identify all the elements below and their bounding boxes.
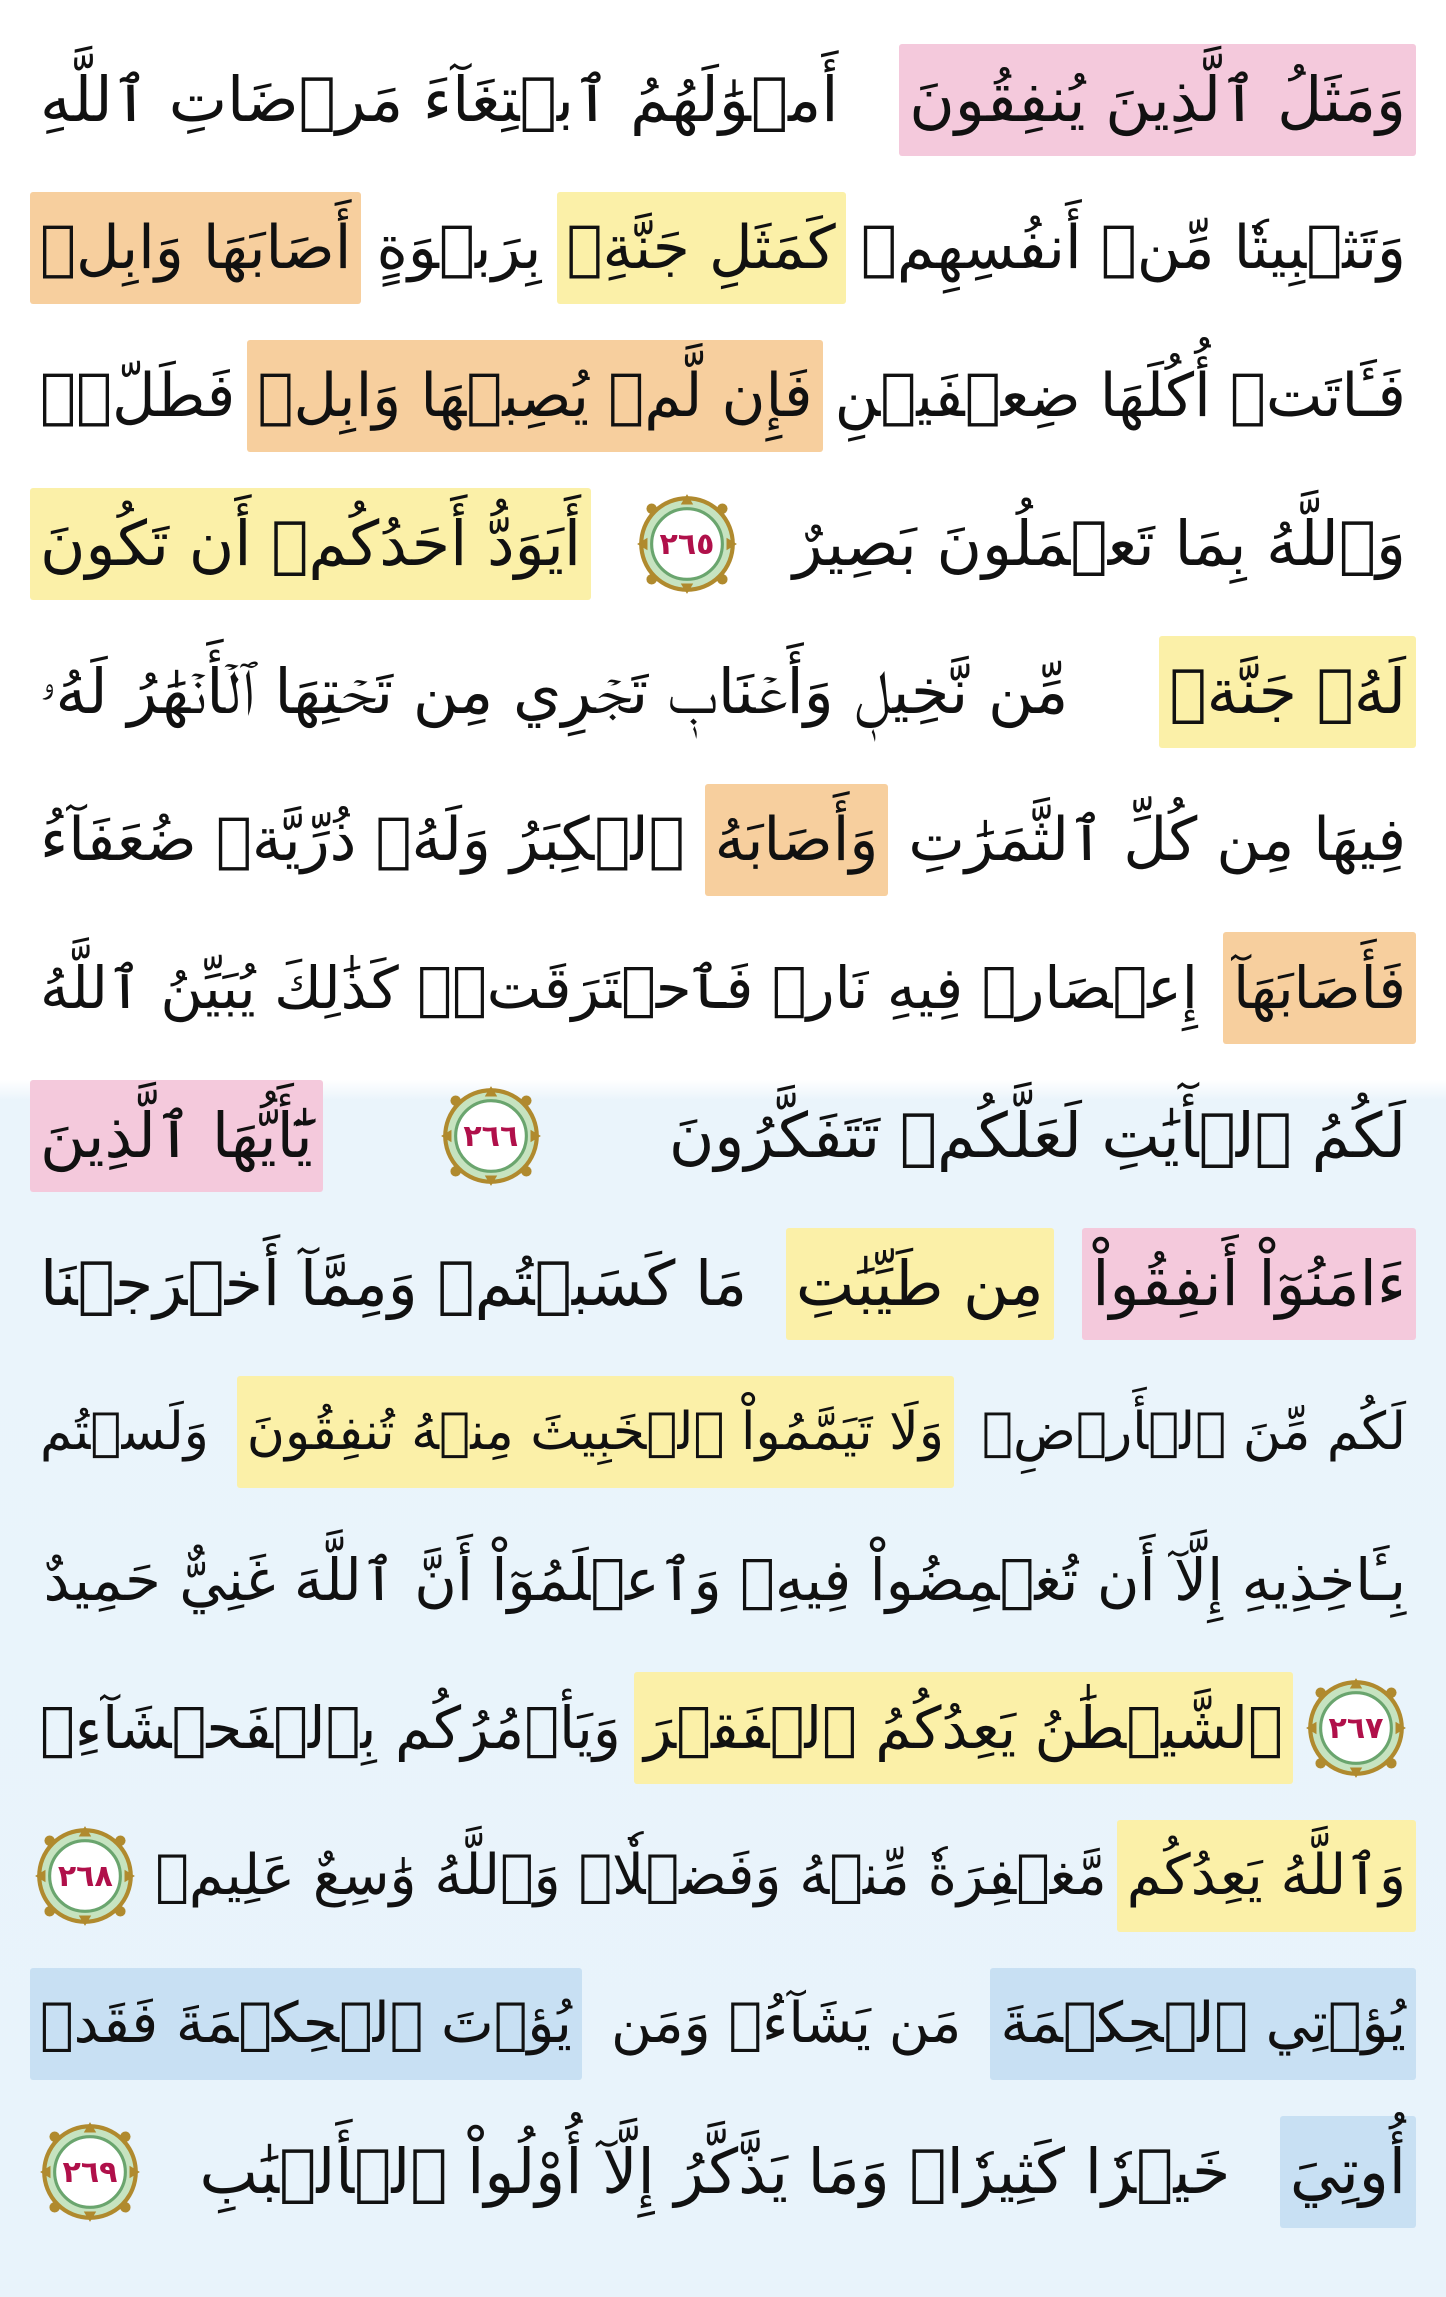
ayah-number: ٢٦٨ xyxy=(57,1858,113,1894)
text-line xyxy=(30,1362,1416,1502)
highlighted-phrase: ءَامَنُوٓاْ أَنفِقُواْ xyxy=(1082,1228,1416,1340)
highlighted-phrase: أَصَابَهَا وَابِلٞ xyxy=(30,192,361,304)
ayah-number-marker xyxy=(33,1824,137,1928)
verse-text: بِرَبۡوَةٍ xyxy=(376,213,542,283)
text-line xyxy=(30,474,1416,614)
text-line xyxy=(30,622,1416,762)
ayah-number: ٢٦٦ xyxy=(463,1118,519,1154)
verse-text: وَلَسۡتُم xyxy=(40,1402,209,1462)
text-line xyxy=(30,30,1416,170)
highlighted-phrase: وَلَا تَيَمَّمُواْ ٱلۡخَبِيثَ مِنۡهُ تُنفِقُونَ xyxy=(237,1376,954,1488)
highlighted-phrase: وَأَصَابَهُ xyxy=(705,784,889,896)
highlighted-phrase: وَٱللَّهُ يَعِدُكُم xyxy=(1117,1820,1416,1932)
verse-text: وَيَأۡمُرُكُم بِٱلۡفَحۡشَآءِۖ xyxy=(40,1694,621,1762)
text-line xyxy=(30,1658,1416,1798)
highlighted-phrase: يَٰٓأَيُّهَا ٱلَّذِينَ xyxy=(30,1080,323,1192)
verse-text: ٱلۡكِبَرُ وَلَهُۥ ذُرِّيَّةٞ ضُعَفَآءُ xyxy=(40,805,685,875)
highlighted-phrase: ٱلشَّيۡطَٰنُ يَعِدُكُمُ ٱلۡفَقۡرَ xyxy=(634,1672,1293,1784)
verse-text: إِعۡصَارٞ فِيهِ نَارٞ فَٱحۡتَرَقَتۡۗ كَذَٰلِكَ يُبَيِّنُ ٱللَّهُ xyxy=(40,954,1198,1022)
ayah-number-marker xyxy=(635,492,739,596)
text-line xyxy=(30,918,1416,1058)
text-line xyxy=(30,1954,1416,2094)
verse-text: وَٱللَّهُ بِمَا تَعۡمَلُونَ بَصِيرٌ xyxy=(792,507,1406,580)
verse-text: لَكُمُ ٱلۡأٓيَٰتِ لَعَلَّكُمۡ تَتَفَكَّرُونَ xyxy=(668,1099,1406,1172)
highlighted-phrase: فَأَصَابَهَآ xyxy=(1223,932,1416,1044)
verse-text: وَتَثۡبِيتٗا مِّنۡ أَنفُسِهِمۡ xyxy=(860,213,1406,283)
highlighted-phrase: يُؤۡتَ ٱلۡحِكۡمَةَ فَقَدۡ xyxy=(30,1968,582,2080)
text-line xyxy=(30,178,1416,318)
highlighted-phrase: يُؤۡتِي ٱلۡحِكۡمَةَ xyxy=(990,1968,1416,2080)
verse-text: لَكُم مِّنَ ٱلۡأَرۡضِۖ xyxy=(981,1402,1406,1462)
highlighted-phrase: أَيَوَدُّ أَحَدُكُمۡ أَن تَكُونَ xyxy=(30,488,591,600)
text-line xyxy=(30,326,1416,466)
verse-text: بِـَٔاخِذِيهِ إِلَّآ أَن تُغۡمِضُواْ فِيهِۚ وَٱعۡلَمُوٓاْ أَنَّ ٱللَّهَ غَنِيٌّ حَمِيدٌ xyxy=(43,1546,1406,1614)
highlighted-phrase: كَمَثَلِ جَنَّةِۭ xyxy=(557,192,846,304)
verse-text: مَا كَسَبۡتُمۡ وَمِمَّآ أَخۡرَجۡنَا xyxy=(40,1247,748,1320)
text-line xyxy=(30,2102,1416,2242)
verse-text: خَيۡرٗا كَثِيرٗاۗ وَمَا يَذَّكَّرُ إِلَّآ أُوْلُواْ ٱلۡأَلۡبَٰبِ xyxy=(199,2135,1231,2208)
text-line xyxy=(30,1066,1416,1206)
highlighted-phrase: فَإِن لَّمۡ يُصِبۡهَا وَابِلٞ xyxy=(247,340,822,452)
text-line xyxy=(30,770,1416,910)
text-line xyxy=(30,1214,1416,1354)
highlighted-phrase: وَمَثَلُ ٱلَّذِينَ يُنفِقُونَ xyxy=(899,44,1416,156)
ayah-number-marker xyxy=(1304,1676,1408,1780)
ayah-number: ٢٦٧ xyxy=(1328,1710,1384,1746)
verse-text: مَن يَشَآءُۚ وَمَن xyxy=(610,1991,962,2056)
text-line xyxy=(30,1806,1416,1946)
verse-text: فِيهَا مِن كُلِّ ٱلثَّمَرَٰتِ xyxy=(908,805,1406,875)
verse-text: مِّن نَّخِيلٖ وَأَعۡنَابٖ تَجۡرِي مِن تَحۡتِهَا ٱلۡأَنۡهَٰرُ لَهُۥ xyxy=(40,655,1069,728)
ayah-number-marker xyxy=(439,1084,543,1188)
verse-text: فَـَٔاتَتۡ أُكُلَهَا ضِعۡفَيۡنِ xyxy=(834,361,1406,431)
highlighted-phrase: مِن طَيِّبَٰتِ xyxy=(786,1228,1054,1340)
verse-text: أَمۡوَٰلَهُمُ ٱبۡتِغَآءَ مَرۡضَاتِ ٱللَّهِ xyxy=(40,63,839,136)
ayah-number-marker xyxy=(38,2120,142,2224)
verse-text: مَّغۡفِرَةٗ مِّنۡهُ وَفَضۡلٗاۗ وَٱللَّهُ وَٰسِعٌ عَلِيمٞ xyxy=(155,1843,1107,1908)
ayah-number: ٢٦٩ xyxy=(62,2154,118,2190)
text-line xyxy=(30,1510,1416,1650)
highlighted-phrase: أُوتِيَ xyxy=(1280,2116,1416,2228)
highlighted-phrase: لَهُۥ جَنَّةٞ xyxy=(1159,636,1416,748)
ayah-number: ٢٦٥ xyxy=(659,526,715,562)
verse-text: فَطَلّٞۗ xyxy=(40,361,236,431)
